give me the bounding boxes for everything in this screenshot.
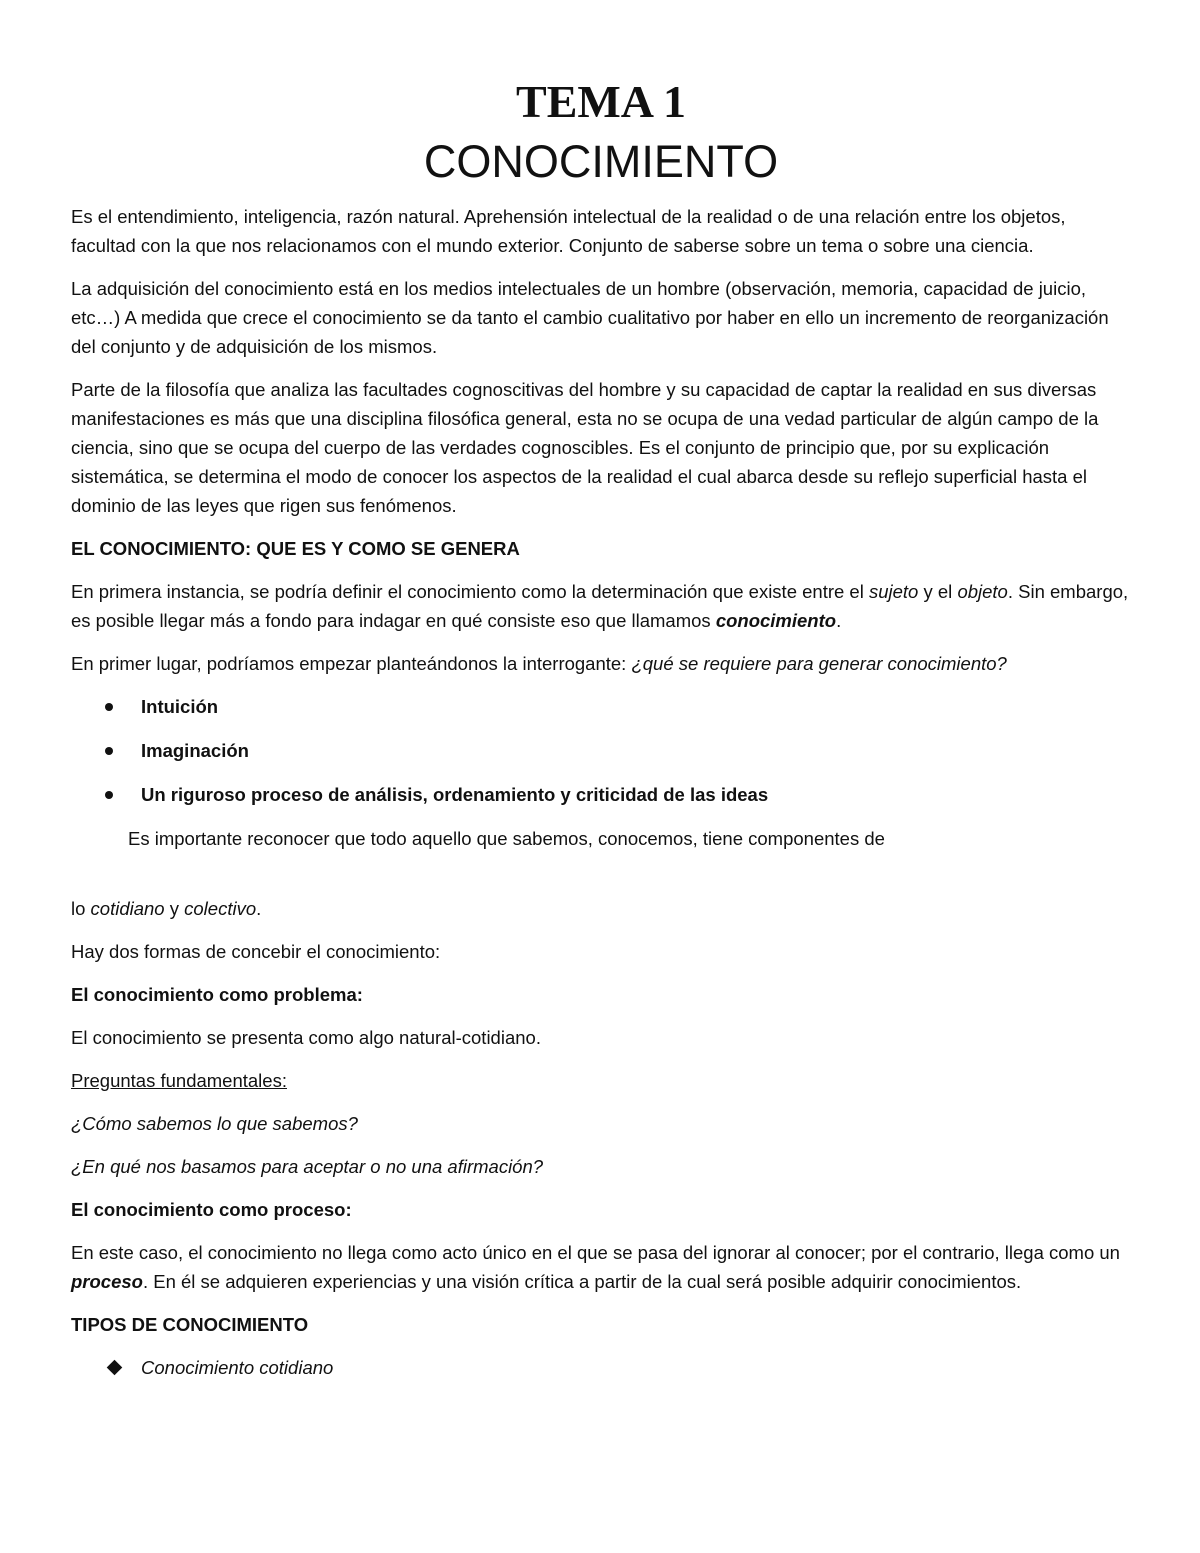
heading-tipos: TIPOS DE CONOCIMIENTO bbox=[71, 1314, 309, 1335]
page-subtitle: CONOCIMIENTO bbox=[423, 136, 779, 187]
term-objeto: objeto bbox=[957, 581, 1008, 602]
bullet-icon bbox=[105, 747, 113, 755]
bullet-icon bbox=[105, 791, 113, 799]
list-item bbox=[71, 1353, 1131, 1382]
term-colectivo: colectivo bbox=[184, 898, 257, 919]
heading-problema: El conocimiento como problema: bbox=[71, 984, 363, 1005]
list-item bbox=[71, 780, 1131, 809]
text-run: En este caso, el conocimiento no llega como acto único en el que se pasa del ignorar al conocer; por el contrario, llega como un bbox=[71, 1242, 1120, 1263]
paragraph-continuation bbox=[71, 894, 1131, 923]
text-run: . Sin embargo, es posible llegar más a fondo para indagar en qué consiste eso que llamamos bbox=[71, 581, 1129, 631]
paragraph-proceso bbox=[71, 1238, 1131, 1296]
questions-label: Preguntas fundamentales: bbox=[71, 1070, 287, 1091]
text-run: . bbox=[256, 898, 262, 919]
paragraph-two-forms: Hay dos formas de concebir el conocimiento: bbox=[71, 941, 441, 962]
list-item bbox=[71, 692, 1131, 721]
section-heading-que-es: EL CONOCIMIENTO: QUE ES Y COMO SE GENERA bbox=[71, 538, 520, 559]
question-italic: ¿qué se requiere para generar conocimiento? bbox=[631, 653, 1007, 674]
paragraph-acquisition: La adquisición del conocimiento está en los medios intelectuales de un hombre (observación, memoria, capacidad de juicio, etc…) A medida que crece el conocimiento se da tanto el cambio cualitativo por haber en ello un incremento de reorganización del conjunto y de adquisición de los mismos. bbox=[71, 278, 1109, 357]
list-item-label: Intuición bbox=[141, 696, 219, 717]
paragraph-important: Es importante reconocer que todo aquello que sabemos, conocemos, tiene componentes de bbox=[128, 828, 885, 849]
text-run: En primera instancia, se podría definir el conocimiento como la determinación que existe entre el bbox=[71, 581, 869, 602]
paragraph-question bbox=[71, 649, 1131, 678]
requirements-list bbox=[71, 692, 1131, 809]
text-run: En primer lugar, podríamos empezar planteándonos la interrogante: bbox=[71, 653, 632, 674]
bullet-icon bbox=[105, 703, 113, 711]
text-run: . bbox=[836, 610, 842, 631]
text-run: y bbox=[164, 898, 185, 919]
text-run: y el bbox=[918, 581, 958, 602]
list-item-label: Un riguroso proceso de análisis, ordenamiento y criticidad de las ideas bbox=[141, 784, 769, 805]
term-sujeto: sujeto bbox=[868, 581, 919, 602]
paragraph-philosophy: Parte de la filosofía que analiza las facultades cognoscitivas del hombre y su capacidad de captar la realidad en sus diversas manifestaciones es más que una disciplina filosófica general, esta no se ocupa de una vedad particular de algún campo de la ciencia, sino que se ocupa del cuerpo de las verdades cognoscibles. Es el conjunto de principio que, por su explicación sistemática, se determina el modo de conocer los aspectos de la realidad el cual abarca desde su reflejo superficial hasta el dominio de las leyes que rigen sus fenómenos. bbox=[71, 379, 1099, 516]
list-item-label: Conocimiento cotidiano bbox=[141, 1357, 334, 1378]
term-cotidiano: cotidiano bbox=[90, 898, 165, 919]
list-item-label: Imaginación bbox=[141, 740, 249, 761]
diamond-bullet-icon bbox=[107, 1360, 123, 1376]
paragraph-definition: Es el entendimiento, inteligencia, razón natural. Aprehensión intelectual de la realidad o de una relación entre los objetos, facultad con la que nos relacionamos con el mundo exterior. Conjunto de saberse sobre un tema o sobre una ciencia. bbox=[71, 206, 1066, 256]
term-conocimiento: conocimiento bbox=[715, 610, 837, 631]
question-1: ¿Cómo sabemos lo que sabemos? bbox=[71, 1113, 358, 1134]
document-body bbox=[71, 74, 1131, 1382]
paragraph-first-instance bbox=[71, 577, 1131, 635]
text-run: . En él se adquieren experiencias y una visión crítica a partir de la cual será posible adquirir conocimientos. bbox=[142, 1271, 1022, 1292]
term-proceso: proceso bbox=[71, 1271, 143, 1292]
heading-proceso: El conocimiento como proceso: bbox=[71, 1199, 352, 1220]
paragraph-problema: El conocimiento se presenta como algo natural-cotidiano. bbox=[71, 1027, 541, 1048]
text-run: lo bbox=[71, 898, 91, 919]
list-item bbox=[71, 736, 1131, 765]
question-2: ¿En qué nos basamos para aceptar o no una afirmación? bbox=[71, 1156, 544, 1177]
page-title: TEMA 1 bbox=[516, 76, 686, 127]
